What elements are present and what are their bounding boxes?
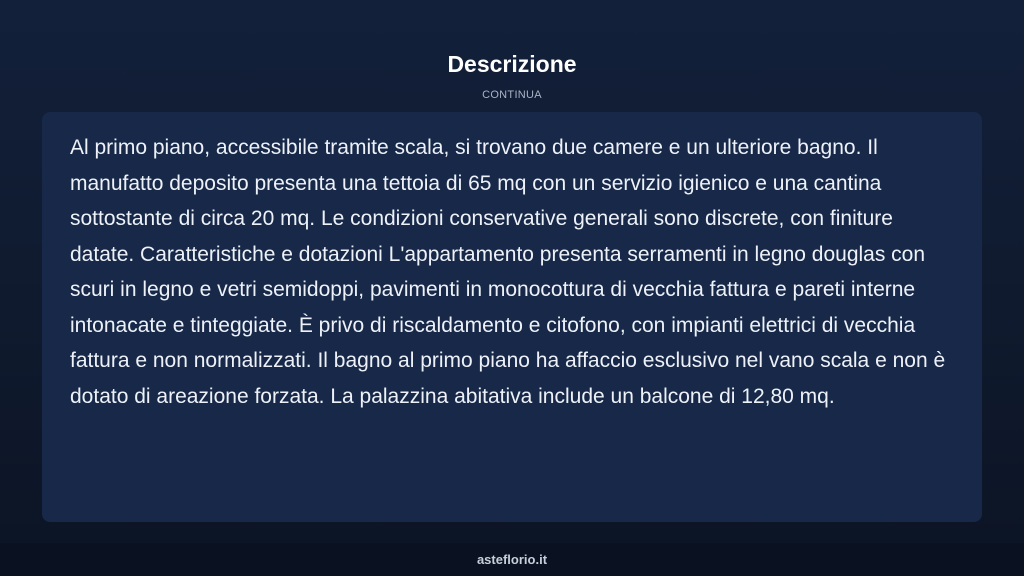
page-title: Descrizione [447, 51, 577, 77]
description-text: Al primo piano, accessibile tramite scala, si trovano due camere e un ulteriore bagno. Il manufatto deposito presenta una tettoia di 65 mq con un servizio igienico e una cantina sottostante di circa 20 mq. Le condizioni conservative generali sono discrete, con finiture datate. Caratteristiche e dotazioni L'appartamento presenta serramenti in legno douglas con scuri in legno e vetri semidoppi, pavimenti in monocottura di vecchia fattura e pareti interne intonacate e tinteggiate. È privo di riscaldamento e citofono, con impianti elettrici di vecchia fattura e non normalizzati. Il bagno al primo piano ha affaccio esclusivo nel vano scala e non è dotato di areazione forzata. La palazzina abitativa include un balcone di 12,80 mq. [70, 136, 946, 408]
description-card [42, 112, 982, 522]
footer-brand: asteflorio.it [476, 552, 548, 567]
page-header [0, 50, 1024, 102]
continue-label: CONTINUA [482, 89, 542, 101]
footer-bar [0, 543, 1024, 576]
